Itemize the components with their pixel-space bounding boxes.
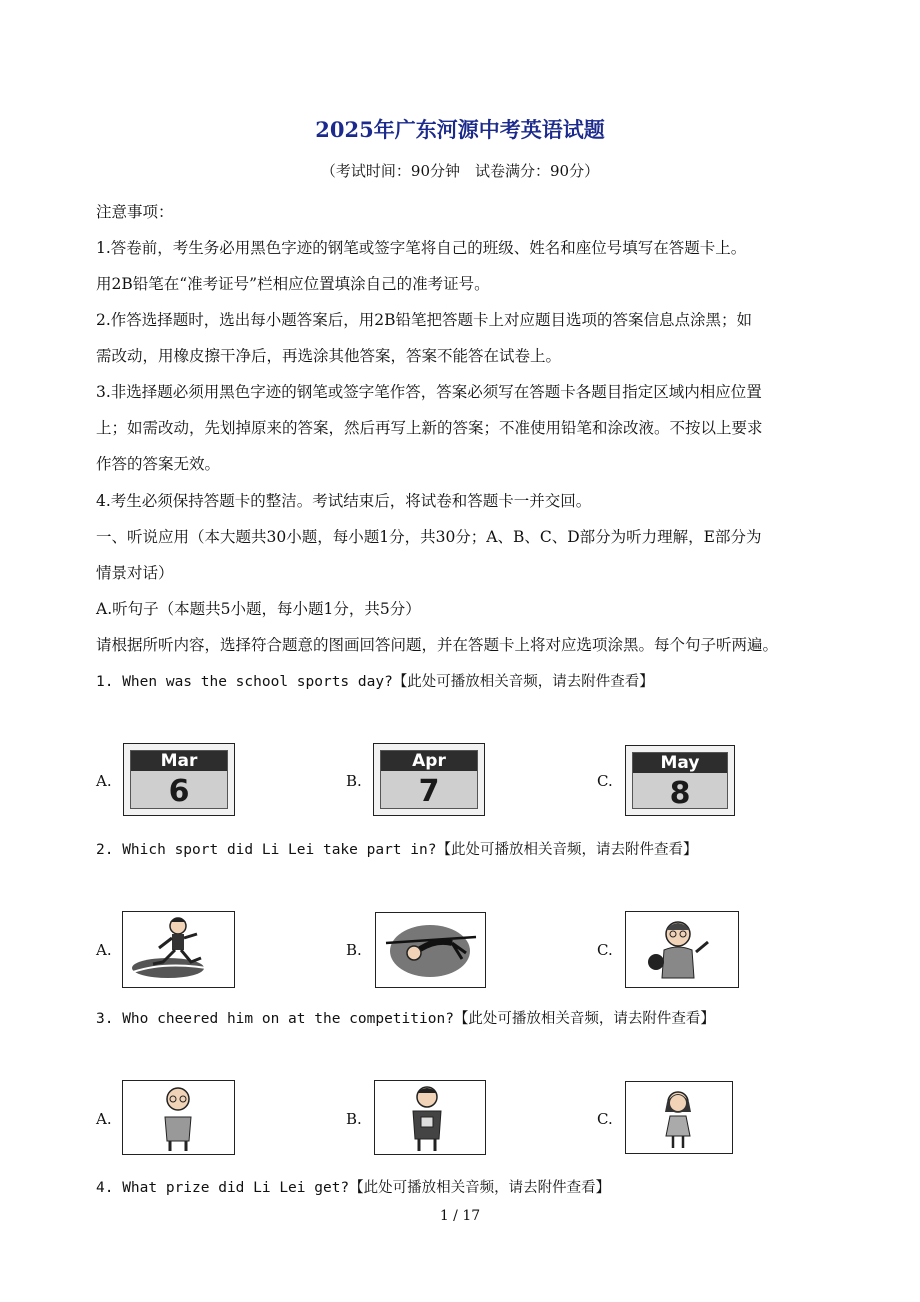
- note-line: 4.考生必须保持答题卡的整洁。考试结束后，将试卷和答题卡一并交回。: [96, 492, 592, 510]
- question-2: 2. Which sport did Li Lei take part in?【此处可播放相关音频，请去附件查看】: [96, 842, 698, 858]
- option-a-label: A.: [96, 1110, 112, 1128]
- high-jump-image: [375, 912, 486, 988]
- note-line: 2.作答选择题时，选出每小题答案后，用2B铅笔把答题卡上对应题目选项的答案信息点涂黑；如: [96, 311, 753, 329]
- part-a-instruction: 请根据所听内容，选择符合题意的图画回答问题，并在答题卡上将对应选项涂黑。每个句子听两遍。: [96, 636, 779, 654]
- question-3: 3. Who cheered him on at the competition?【此处可播放相关音频，请去附件查看】: [96, 1011, 715, 1027]
- grandfather-image: [122, 1080, 235, 1155]
- part-a-heading: A.听句子（本题共5小题，每小题1分，共5分）: [96, 600, 421, 618]
- note-line: 作答的答案无效。: [96, 455, 221, 473]
- option-b-label: B.: [346, 941, 362, 959]
- exam-info: （考试时间：90分钟 试卷满分：90分）: [320, 162, 600, 180]
- calendar-month: May: [633, 753, 727, 773]
- girl-icon: [626, 1082, 731, 1152]
- calendar-mar-6-image: [123, 743, 235, 816]
- option-c-label: C.: [597, 1110, 613, 1128]
- calendar-may-8-image: [625, 745, 735, 816]
- option-c-label: C.: [597, 941, 613, 959]
- grandfather-icon: [123, 1081, 233, 1153]
- note-line: 用2B铅笔在“准考证号”栏相应位置填涂自己的准考证号。: [96, 275, 490, 293]
- question-4: 4. What prize did Li Lei get?【此处可播放相关音频，请去附件查看】: [96, 1180, 611, 1196]
- page-number: 1 / 17: [439, 1208, 481, 1224]
- option-b-label: B.: [346, 772, 362, 790]
- option-a-label: A.: [96, 772, 112, 790]
- question-1: 1. When was the school sports day?【此处可播放相关音频，请去附件查看】: [96, 674, 654, 690]
- high-jump-icon: [376, 913, 484, 986]
- section-heading-cont: 情景对话）: [96, 564, 174, 582]
- page-title: 2025年广东河源中考英语试题: [315, 117, 605, 142]
- section-heading: 一、听说应用（本大题共30小题，每小题1分，共30分；A、B、C、D部分为听力理解，E部分为: [96, 528, 762, 546]
- calendar-apr-7-image: [373, 743, 485, 816]
- calendar-day: 6: [168, 774, 190, 809]
- calendar-day: 8: [669, 776, 691, 811]
- father-icon: [375, 1081, 484, 1153]
- note-line: 上；如需改动，先划掉原来的答案，然后再写上新的答案；不准使用铅笔和涂改液。不按以上要求: [96, 419, 763, 437]
- notes-heading: 注意事项：: [96, 203, 174, 221]
- table-tennis-icon: [626, 912, 737, 986]
- note-line: 3.非选择题必须用黑色字迹的钢笔或签字笔作答，答案必须写在答题卡各题目指定区域内相应位置: [96, 383, 762, 401]
- running-icon: [123, 912, 233, 986]
- option-c-label: C.: [597, 772, 613, 790]
- running-boy-image: [122, 911, 235, 988]
- calendar-month: Mar: [131, 751, 227, 771]
- note-line: 需改动，用橡皮擦干净后，再选涂其他答案，答案不能答在试卷上。: [96, 347, 562, 365]
- table-tennis-image: [625, 911, 739, 988]
- option-b-label: B.: [346, 1110, 362, 1128]
- calendar-day: 7: [418, 774, 440, 809]
- father-image: [374, 1080, 486, 1155]
- option-a-label: A.: [96, 941, 112, 959]
- little-girl-image: [625, 1081, 733, 1154]
- calendar-month: Apr: [381, 751, 477, 771]
- note-line: 1.答卷前，考生务必用黑色字迹的钢笔或签字笔将自己的班级、姓名和座位号填写在答题卡上。: [96, 239, 747, 257]
